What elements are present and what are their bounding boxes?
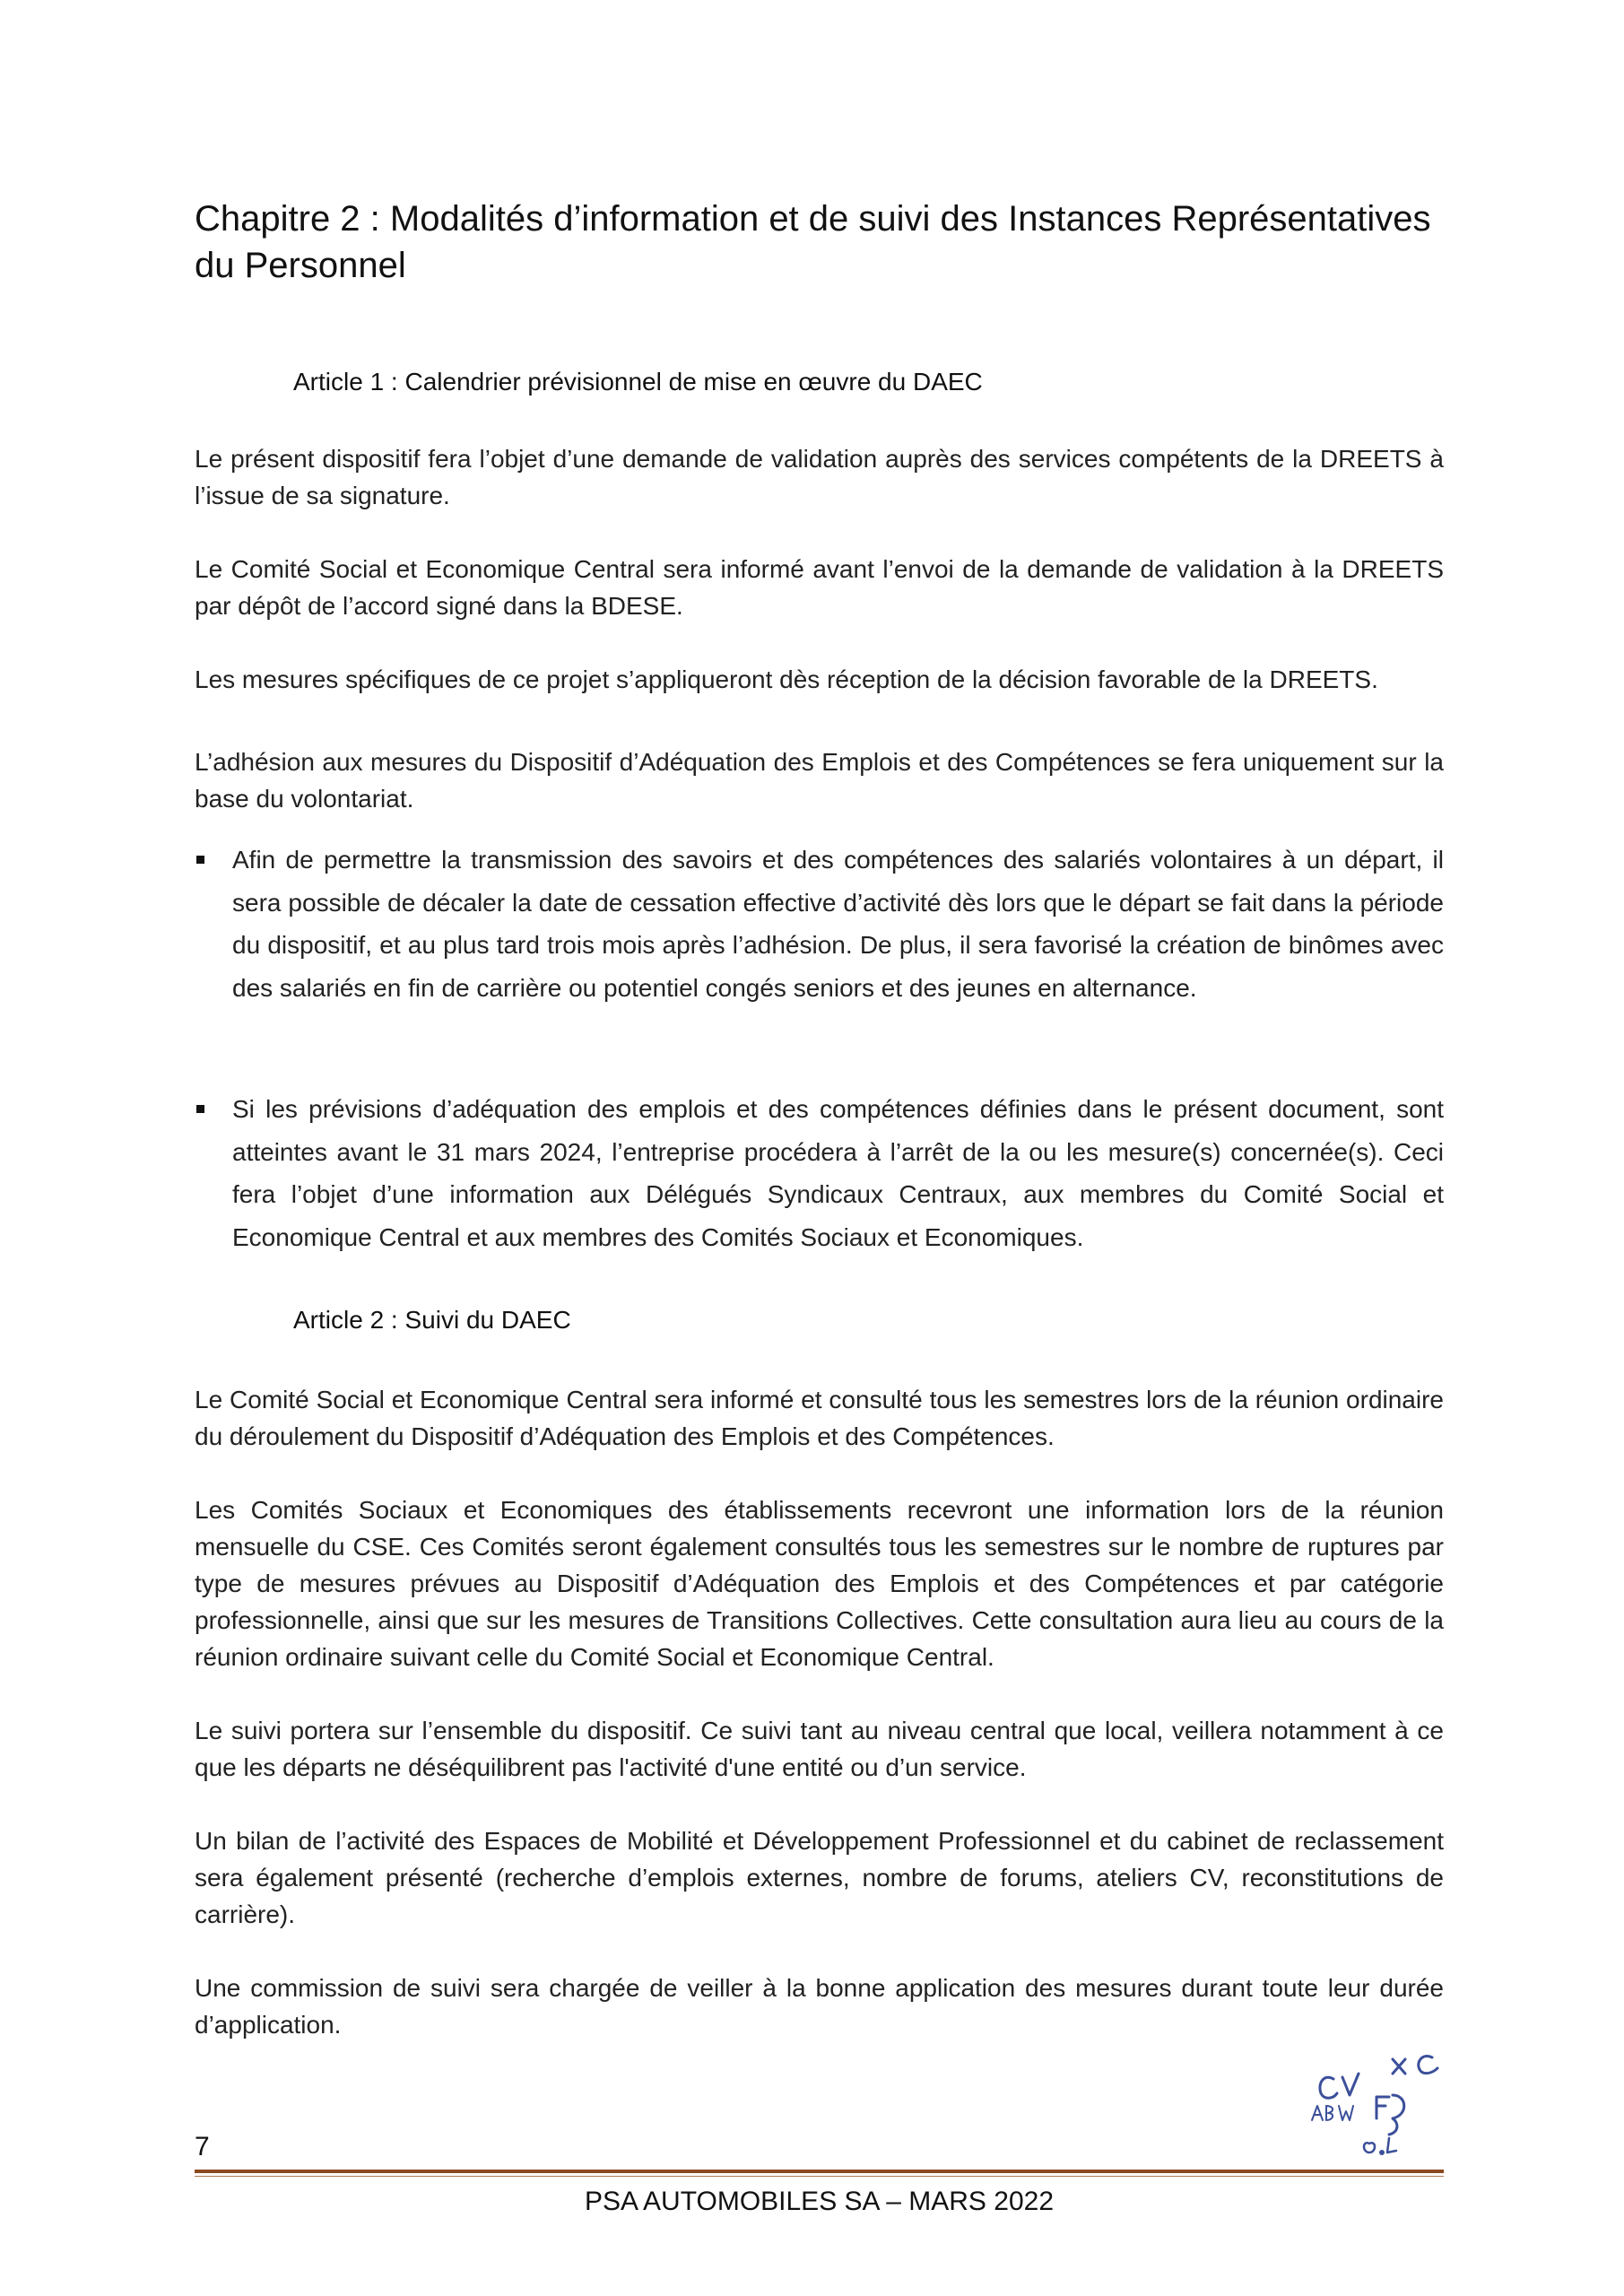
document-page: [195, 0, 1444, 2296]
footer-divider: [195, 2170, 1444, 2173]
handwritten-initials: [1307, 2043, 1450, 2160]
chapter-title: Chapitre 2 : Modalités d’information et de suivi des Instances Représentatives du Personnel: [195, 199, 1431, 285]
article-2-paragraph-2: Les Comités Sociaux et Economiques des établissements recevront une information lors de la réunion mensuelle du CSE. Ces Comités seront également consultés tous les semestres sur le nombre de ruptures par type de mesures prévues au Dispositif d’Adéquation des Emplois et des Compétences et par catégorie professionnelle, ainsi que sur les mesures de Transitions Collectives. Cette consultation aura lieu au cours de la réunion ordinaire suivant celle du Comité Social et Economique Central.: [195, 1496, 1444, 1671]
article-2-heading: Article 2 : Suivi du DAEC: [293, 1306, 571, 1334]
footer-text: PSA AUTOMOBILES SA – MARS 2022: [584, 2187, 1055, 2216]
list-item: [195, 1088, 1444, 1258]
article-1-bullet-list: [195, 839, 1444, 1009]
article-2-paragraph-4: Un bilan de l’activité des Espaces de Mobilité et Développement Professionnel et du cabinet de reclassement sera également présenté (recherche d’emplois externes, nombre de forums, ateliers CV, reconstitutions de carrière).: [195, 1827, 1444, 1928]
square-bullet-icon: [196, 1105, 204, 1113]
article-1-paragraph-4: L’adhésion aux mesures du Dispositif d’Adéquation des Emplois et des Compétences se fera uniquement sur la base du volontariat.: [195, 748, 1444, 813]
article-1-heading: Article 1 : Calendrier prévisionnel de mise en œuvre du DAEC: [293, 368, 983, 396]
list-item: [195, 839, 1444, 1009]
article-1-paragraph-1: Le présent dispositif fera l’objet d’une demande de validation auprès des services compétents de la DREETS à l’issue de sa signature.: [195, 445, 1444, 509]
article-2-paragraph-1: Le Comité Social et Economique Central sera informé et consulté tous les semestres lors de la réunion ordinaire du déroulement du Dispositif d’Adéquation des Emplois et des Compétences.: [195, 1386, 1444, 1450]
article-2-paragraph-3: Le suivi portera sur l’ensemble du dispositif. Ce suivi tant au niveau central que local, veillera notamment à ce que les départs ne déséquilibrent pas l'activité d'une entité ou d’un service.: [195, 1717, 1444, 1781]
square-bullet-icon: [196, 856, 204, 864]
article-1-paragraph-3: Les mesures spécifiques de ce projet s’appliqueront dès réception de la décision favorable de la DREETS.: [195, 665, 1378, 693]
bullet-text: Si les prévisions d’adéquation des emplois et des compétences définies dans le présent document, sont atteintes avant le 31 mars 2024, l’entreprise procédera à l’arrêt de la ou les mesure(s) concernée(s). Ceci fera l’objet d’une information aux Délégués Syndicaux Centraux, aux membres du Comité Social et Economique Central et aux membres des Comités Sociaux et Economiques.: [232, 1095, 1444, 1251]
article-1-paragraph-2: Le Comité Social et Economique Central sera informé avant l’envoi de la demande de validation à la DREETS par dépôt de l’accord signé dans la BDESE.: [195, 555, 1444, 620]
article-2-paragraph-5: Une commission de suivi sera chargée de veiller à la bonne application des mesures durant toute leur durée d’application.: [195, 1974, 1444, 2039]
page-number: 7: [195, 2132, 210, 2161]
article-1-bullet-list-2: [195, 1088, 1444, 1258]
footer-divider-thin: [195, 2176, 1444, 2177]
bullet-text: Afin de permettre la transmission des savoirs et des compétences des salariés volontaires à un départ, il sera possible de décaler la date de cessation effective d’activité dès lors que le départ se fait dans la période du dispositif, et au plus tard trois mois après l’adhésion. De plus, il sera favorisé la création de binômes avec des salariés en fin de carrière ou potentiel congés seniors et des jeunes en alternance.: [232, 846, 1444, 1002]
